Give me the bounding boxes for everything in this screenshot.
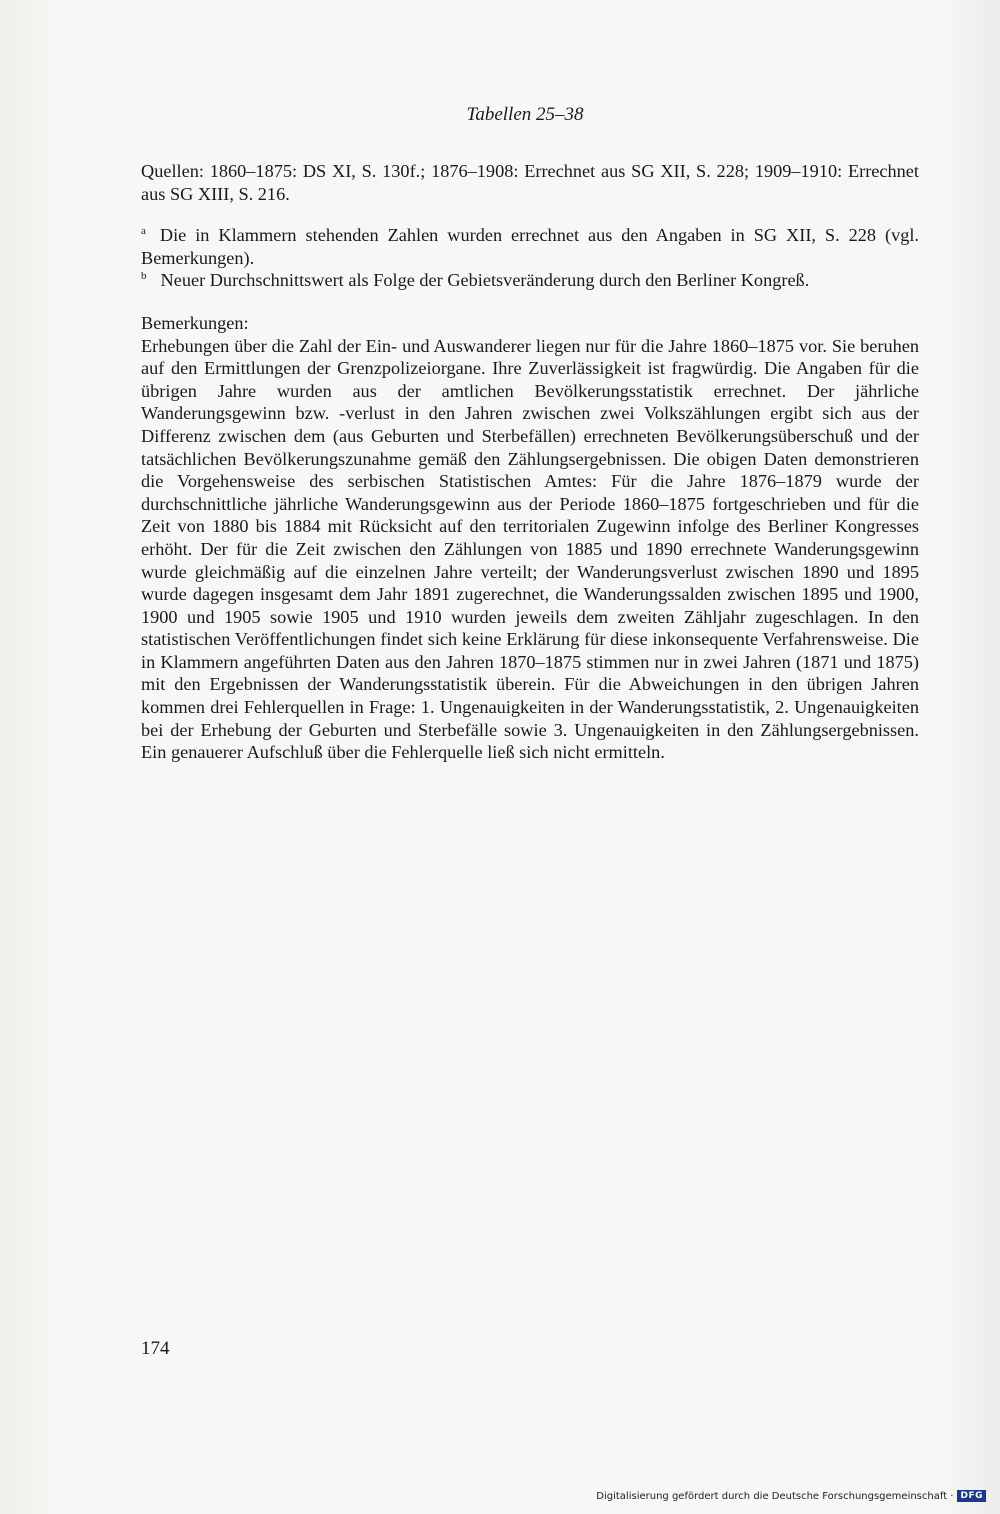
digitization-footer	[596, 1490, 986, 1502]
sources-paragraph: Quellen: 1860–1875: DS XI, S. 130f.; 1876–1908: Errechnet aus SG XII, S. 228; 1909–1910: Errechnet aus SG XIII, S. 216.	[141, 161, 919, 204]
footnote-a	[141, 224, 919, 269]
remarks-body: Erhebungen über die Zahl der Ein- und Auswanderer liegen nur für die Jahre 1860–1875 vor. Sie beruhen auf den Ermittlungen der Grenzpolizeiorgane. Ihre Zuverlässigkeit ist fragwürdig. Die Angaben für die übrigen Jahre wurden aus der amtlichen Bevölkerungsstatistik errechnet. Der jährliche Wanderungsgewinn bzw. -verlust in den Jahren zwischen zwei Volkszählungen ergibt sich aus der Differenz zwischen dem (aus Geburten und Sterbefällen) errechneten Bevölkerungsüberschuß und der tatsächlichen Bevölkerungszunahme gemäß den Zählungsergebnissen. Die obigen Daten demonstrieren die Vorgehensweise des serbischen Statistischen Amtes: Für die Jahre 1876–1879 wurde der durchschnittliche jährliche Wanderungsgewinn aus der Periode 1860–1875 fortgeschrieben und für die Zeit von 1880 bis 1884 mit Rücksicht auf den territorialen Zugewinn infolge des Berliner Kongresses erhöht. Der für die Zeit zwischen den Zählungen von 1885 und 1890 errechnete Wanderungsgewinn wurde gleichmäßig auf die einzelnen Jahre verteilt; der Wanderungsverlust zwischen 1890 und 1895 wurde dagegen insgesamt dem Jahr 1891 zugerechnet, die Wanderungssalden zwischen 1895 und 1900, 1900 und 1905 sowie 1905 und 1910 wurden jeweils dem zweiten Zähljahr zugeschlagen. In den statistischen Veröffentlichungen findet sich keine Erklärung für diese inkonsequente Verfahrensweise. Die in Klammern angeführten Daten aus den Jahren 1870–1875 stimmen nur in zwei Jahren (1871 und 1875) mit den Ergebnissen der Wanderungsstatistik überein. Für die Abweichungen in den übrigen Jahren kommen drei Fehlerquellen in Frage: 1. Ungenauigkeiten in der Wanderungsstatistik, 2. Ungenauigkeiten bei der Erhebung der Geburten und Sterbefälle sowie 3. Ungenauigkeiten in den Zählungsergebnissen. Ein genauerer Aufschluß über die Fehlerquelle ließ sich nicht ermitteln.	[141, 335, 919, 763]
running-header: Tabellen 25–38	[466, 104, 584, 125]
page-number: 174	[141, 1338, 170, 1359]
footnote-marker: b	[141, 270, 147, 283]
footer-text: Digitalisierung gefördert durch die Deutsche Forschungsgemeinschaft ·	[596, 1490, 954, 1502]
page-content	[141, 160, 919, 764]
footnote-text: Neuer Durchschnittswert als Folge der Gebietsveränderung durch den Berliner Kongreß.	[160, 270, 810, 291]
footnote-text: Die in Klammern stehenden Zahlen wurden errechnet aus den Angaben in SG XII, S. 228 (vgl. Bemerkungen).	[141, 225, 919, 268]
remarks-heading: Bemerkungen:	[141, 312, 249, 333]
footnote-b	[141, 269, 919, 292]
dfg-logo: DFG	[957, 1490, 986, 1502]
footnote-marker: a	[141, 225, 146, 238]
footnotes	[141, 224, 919, 292]
